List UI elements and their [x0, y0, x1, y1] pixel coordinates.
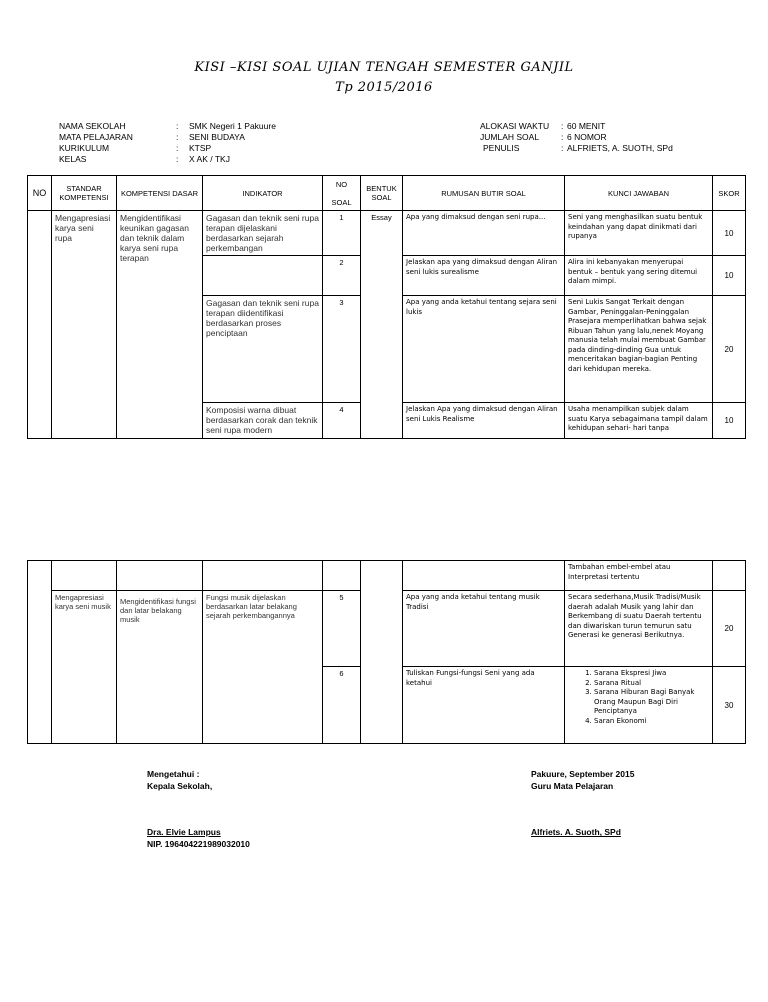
- info-label: JUMLAH SOAL: [480, 132, 540, 142]
- header-skor: SKOR: [713, 176, 746, 211]
- info-value: X AK / TKJ: [189, 154, 230, 164]
- document-subtitle: Tp 2015/2016: [335, 80, 433, 95]
- kunci-continuation-cell: Tambahan embel-embel atau Interpretasi tertentu: [565, 561, 713, 591]
- info-value: KTSP: [189, 143, 212, 153]
- info-label: KELAS: [59, 154, 87, 164]
- indikator-cell: Fungsi musik dijelaskan berdasarkan latar belakang sejarah perkembangannya: [203, 591, 323, 744]
- skor-cell: 10: [713, 403, 746, 439]
- bentuk-soal-cell: [361, 591, 403, 744]
- skor-cell: 20: [713, 296, 746, 403]
- kunci-cell: Secara sederhana,Musik Tradisi/Musik daerah adalah Musik yang lahir dan Berkembang di suatu Daerah tertentu dan diwariskan turun temurun satu Generasi ke generasi Berikutnya.: [565, 591, 713, 667]
- rumusan-cell: Jelaskan Apa yang dimaksud dengan Aliran seni Lukis Realisme: [403, 403, 565, 439]
- sign-right-line2: Guru Mata Pelajaran: [531, 781, 614, 791]
- empty-cell: [323, 561, 361, 591]
- header-standar-kompetensi: STANDAR KOMPETENSI: [52, 176, 117, 211]
- list-item: 1. Sarana Ekspresi Jiwa: [594, 669, 709, 679]
- info-label: NAMA SEKOLAH: [59, 121, 126, 131]
- no-soal-cell: 2: [323, 256, 361, 296]
- sign-left-line1: Mengetahui :: [147, 769, 200, 779]
- list-item: 4. Saran Ekonomi: [594, 717, 709, 727]
- rumusan-cell: Apa yang dimaksud dengan seni rupa...: [403, 211, 565, 256]
- skor-cell: 20: [713, 591, 746, 667]
- sign-left-line2: Kepala Sekolah,: [147, 781, 213, 791]
- empty-cell: [361, 561, 403, 591]
- bentuk-soal-cell: Essay: [361, 211, 403, 439]
- list-item: 2. Sarana Ritual: [594, 679, 709, 689]
- standar-kompetensi-cell: Mengapresiasi karya seni musik: [52, 591, 117, 744]
- skor-cell: 10: [713, 211, 746, 256]
- info-value: SENI BUDAYA: [189, 132, 245, 142]
- no-soal-cell: 4: [323, 403, 361, 439]
- colon: :: [176, 132, 179, 142]
- kunci-cell: Seni yang menghasilkan suatu bentuk keindahan yang dapat dinikmati dari rupanya: [565, 211, 713, 256]
- colon: :: [561, 121, 564, 131]
- colon: :: [176, 143, 179, 153]
- info-left-colons: [176, 121, 186, 165]
- info-value: ALFRIETS, A. SUOTH, SPd: [567, 143, 673, 153]
- table-row: [28, 591, 746, 667]
- no-soal-cell: 3: [323, 296, 361, 403]
- header-indikator: INDIKATOR: [203, 176, 323, 211]
- kunci-cell: Alira ini kebanyakan menyerupai bentuk – bentuk yang sering ditemui dalam mimpi.: [565, 256, 713, 296]
- kompetensi-dasar-cell: Mengidentifikasi keunikan gagasan dan teknik dalam karya seni rupa terapan: [117, 211, 203, 439]
- header-rumusan: RUMUSAN BUTIR SOAL: [403, 176, 565, 211]
- indikator-cell: Gagasan dan teknik seni rupa terapan dijelaskani berdasarkan sejarah perkembangan: [203, 211, 323, 256]
- kisi-table-page-2: [27, 560, 746, 744]
- no-cell: [28, 591, 52, 744]
- info-label: MATA PELAJARAN: [59, 132, 133, 142]
- empty-cell: [52, 561, 117, 591]
- no-cell: [28, 561, 52, 591]
- header-no-soal: [323, 176, 361, 211]
- indikator-cell: Komposisi warna dibuat berdasarkan corak dan teknik seni rupa modern: [203, 403, 323, 439]
- signature-left: [147, 768, 250, 850]
- table-row: [28, 211, 746, 256]
- no-soal-cell: 1: [323, 211, 361, 256]
- info-right-labels: [480, 121, 560, 154]
- kompetensi-dasar-cell: Mengidentifikasi fungsi dan latar belakang musik: [117, 591, 203, 744]
- info-right-values: [567, 121, 707, 154]
- colon: :: [561, 143, 564, 153]
- header-no-soal-bottom: SOAL: [331, 197, 352, 207]
- header-kompetensi-dasar: KOMPETENSI DASAR: [117, 176, 203, 211]
- table-header-row: [28, 176, 746, 211]
- info-left-values: [189, 121, 339, 165]
- skor-cell: 30: [713, 667, 746, 744]
- rumusan-cell: Apa yang anda ketahui tentang musik Tradisi: [403, 591, 565, 667]
- info-label: PENULIS: [483, 143, 520, 153]
- sign-left-name: Dra. Elvie Lampus: [147, 827, 221, 837]
- info-value: 6 NOMOR: [567, 132, 607, 142]
- kunci-cell: Seni Lukis Sangat Terkait dengan Gambar, Peninggalan-Peninggalan Prasejara memperlihatkan bahwa sejak Ribuan Tahun yang lalu,nenek Moyang manusia telah mulai membuat Gambar pada dinding-dinding Gua untuk menceritakan bagian-bagian Penting dari kehidupan mereka.: [565, 296, 713, 403]
- table-row-continuation: [28, 561, 746, 591]
- document-title: KISI –KISI SOAL UJIAN TENGAH SEMESTER GANJIL: [194, 60, 574, 75]
- colon: :: [561, 132, 564, 142]
- colon: :: [176, 121, 179, 131]
- kisi-table-page-1: [27, 175, 746, 439]
- signature-right: [531, 768, 634, 838]
- rumusan-cell: Tuliskan Fungsi-fungsi Seni yang ada ketahui: [403, 667, 565, 744]
- sign-left-nip: NIP. 196404221989032010: [147, 839, 250, 849]
- colon: :: [176, 154, 179, 164]
- info-value: 60 MENIT: [567, 121, 606, 131]
- header-no: NO: [28, 176, 52, 211]
- empty-cell: [713, 561, 746, 591]
- header-bentuk-soal: BENTUK SOAL: [361, 176, 403, 211]
- no-soal-cell: 5: [323, 591, 361, 667]
- indikator-cell: Gagasan dan teknik seni rupa terapan diidentifikasi berdasarkan proses penciptaan: [203, 296, 323, 403]
- info-label: KURIKULUM: [59, 143, 110, 153]
- list-item: 3. Sarana Hiburan Bagi Banyak Orang Maupun Bagi Diri Penciptanya: [594, 688, 709, 717]
- no-soal-cell: 6: [323, 667, 361, 744]
- info-value: SMK Negeri 1 Pakuure: [189, 121, 276, 131]
- rumusan-cell: Apa yang anda ketahui tentang sejara seni lukis: [403, 296, 565, 403]
- indikator-cell: [203, 256, 323, 296]
- kunci-list: [568, 669, 709, 726]
- empty-cell: [203, 561, 323, 591]
- kunci-list-cell: [565, 667, 713, 744]
- skor-cell: 10: [713, 256, 746, 296]
- sign-right-line1: Pakuure, September 2015: [531, 769, 635, 779]
- header-no-soal-top: NO: [335, 179, 348, 189]
- header-kunci: KUNCI JAWABAN: [565, 176, 713, 211]
- info-left-labels: [59, 121, 179, 165]
- rumusan-cell: Jelaskan apa yang dimaksud dengan Aliran seni lukis surealisme: [403, 256, 565, 296]
- empty-cell: [403, 561, 565, 591]
- sign-right-name: Alfriets. A. Suoth, SPd: [531, 827, 621, 837]
- kunci-cell: Usaha menampilkan subjek dalam suatu Karya sebagaimana tampil dalam kehidupan sehari- hari tanpa: [565, 403, 713, 439]
- no-cell: [28, 211, 52, 439]
- standar-kompetensi-cell: Mengapresiasi karya seni rupa: [52, 211, 117, 439]
- empty-cell: [117, 561, 203, 591]
- info-label: ALOKASI WAKTU: [480, 121, 550, 131]
